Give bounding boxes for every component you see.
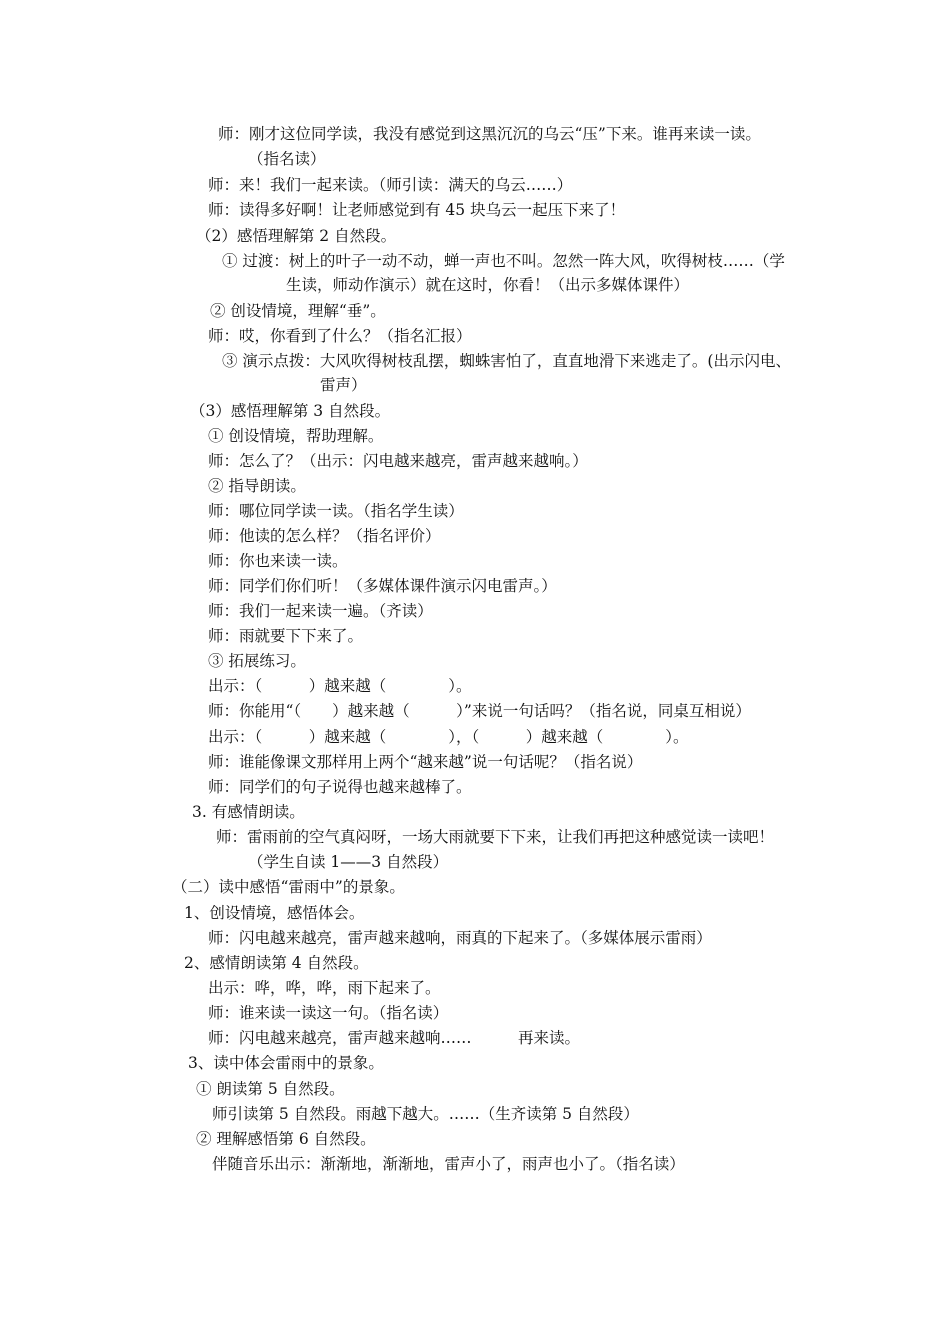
text-line: ② 指导朗读。 bbox=[208, 477, 306, 495]
text-line: 师：同学们你们听！（多媒体课件演示闪电雷声。） bbox=[208, 577, 557, 595]
text-line: 师：哎，你看到了什么？（指名汇报） bbox=[208, 327, 472, 345]
text-line: 师：闪电越来越亮，雷声越来越响，雨真的下起来了。（多媒体展示雷雨） bbox=[208, 929, 712, 947]
text-line: ③ 拓展练习。 bbox=[208, 652, 306, 670]
text-line: 师：闪电越来越亮，雷声越来越响…… 再来读。 bbox=[208, 1029, 581, 1047]
text-line: 出示：（ ）越来越（ ）。 bbox=[208, 677, 472, 695]
text-line: 师：你也来读一读。 bbox=[208, 552, 348, 570]
text-line: （学生自读 1——3 自然段） bbox=[248, 853, 449, 871]
text-line: 师：怎么了？（出示：闪电越来越亮，雷声越来越响。） bbox=[208, 452, 588, 470]
text-line: （2）感悟理解第 2 自然段。 bbox=[196, 227, 397, 245]
text-line: ① 朗读第 5 自然段。 bbox=[196, 1080, 345, 1098]
text-line: 出示：（ ）越来越（ ），（ ）越来越（ ）。 bbox=[208, 728, 689, 746]
text-line: ③ 演示点拨：大风吹得树枝乱摆，蜘蛛害怕了，直直地滑下来逃走了。(出示闪电、 bbox=[222, 352, 791, 370]
text-line: 伴随音乐出示：渐渐地，渐渐地，雷声小了，雨声也小了。（指名读） bbox=[212, 1155, 685, 1173]
text-line: 3、读中体会雷雨中的景象。 bbox=[188, 1054, 384, 1072]
text-line: 师：谁能像课文那样用上两个“越来越”说一句话呢？（指名说） bbox=[208, 753, 643, 771]
text-line: 师：你能用“（ ）越来越（ ）”来说一句话吗？（指名说，同桌互相说） bbox=[208, 702, 751, 720]
text-line: 2、感情朗读第 4 自然段。 bbox=[184, 954, 369, 972]
text-line: ② 创设情境，理解“垂”。 bbox=[210, 302, 386, 320]
text-line: 3. 有感情朗读。 bbox=[192, 803, 305, 821]
text-line: 师引读第 5 自然段。雨越下越大。……（生齐读第 5 自然段） bbox=[212, 1105, 639, 1123]
text-line: （指名读） bbox=[248, 150, 326, 168]
text-line: 出示：哗，哗，哗，雨下起来了。 bbox=[208, 979, 441, 997]
text-line: 师：我们一起来读一遍。（齐读） bbox=[208, 602, 433, 620]
text-line: 师：雨就要下下来了。 bbox=[208, 627, 364, 645]
text-line: 师：刚才这位同学读，我没有感觉到这黑沉沉的乌云“压”下来。谁再来读一读。 bbox=[218, 125, 761, 143]
text-line: 师：雷雨前的空气真闷呀，一场大雨就要下下来，让我们再把这种感觉读一读吧！ bbox=[216, 828, 775, 846]
text-line: ② 理解感悟第 6 自然段。 bbox=[196, 1130, 376, 1148]
text-line: （3）感悟理解第 3 自然段。 bbox=[190, 402, 391, 420]
text-line: 雷声） bbox=[320, 376, 367, 394]
text-line: 1、创设情境，感悟体会。 bbox=[184, 904, 365, 922]
text-line: 师：他读的怎么样？（指名评价） bbox=[208, 527, 441, 545]
text-line: 师：谁来读一读这一句。（指名读） bbox=[208, 1004, 449, 1022]
text-line: 师：来！我们一起来读。（师引读：满天的乌云……） bbox=[208, 176, 573, 194]
text-line: ① 过渡：树上的叶子一动不动，蝉一声也不叫。忽然一阵大风，吹得树枝……（学 bbox=[222, 252, 785, 270]
text-line: 师：读得多好啊！让老师感觉到有 45 块乌云一起压下来了！ bbox=[208, 201, 626, 219]
text-line: 师：同学们的句子说得也越来越棒了。 bbox=[208, 778, 472, 796]
text-line: （二）读中感悟“雷雨中”的景象。 bbox=[172, 878, 405, 896]
text-line: ① 创设情境，帮助理解。 bbox=[208, 427, 384, 445]
text-line: 师：哪位同学读一读。（指名学生读） bbox=[208, 502, 464, 520]
text-line: 生读，师动作演示）就在这时，你看！（出示多媒体课件） bbox=[286, 276, 690, 294]
